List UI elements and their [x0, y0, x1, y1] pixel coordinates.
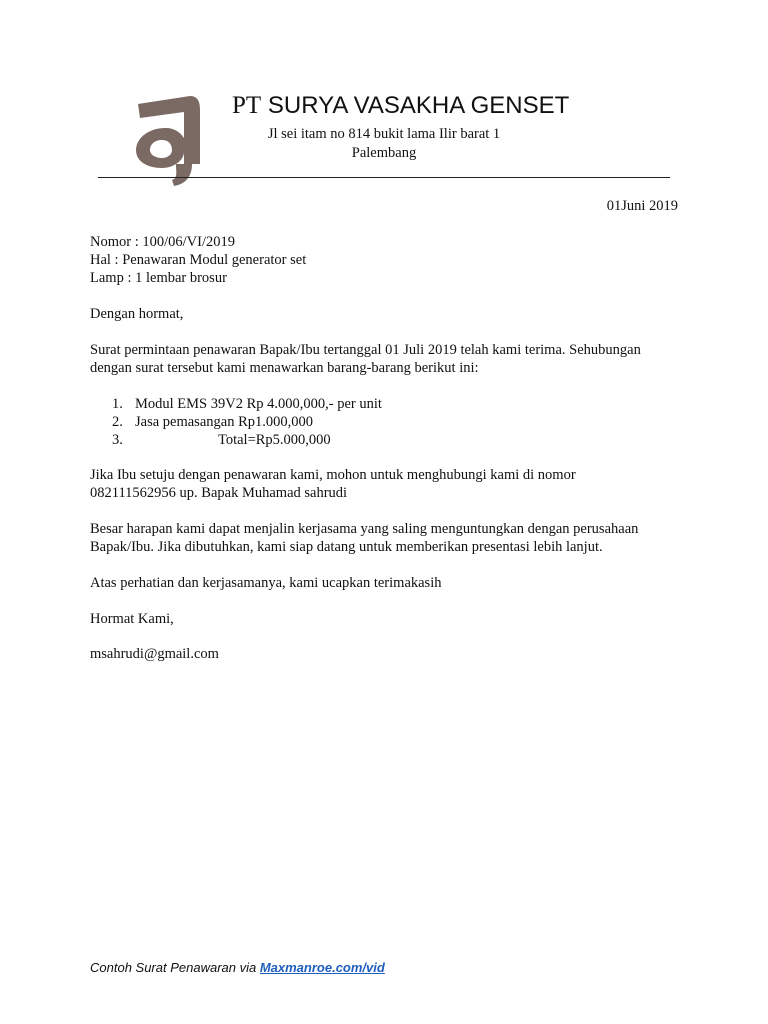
company-name: [232, 92, 569, 120]
sender-email: msahrudi@gmail.com: [90, 646, 219, 662]
hope-line-1: Besar harapan kami dapat menjalin kerjasama yang saling menguntungkan dengan perusahaan: [90, 521, 639, 537]
contact-line-1: Jika Ibu setuju dengan penawaran kami, mohon untuk menghubungi kami di nomor: [90, 467, 576, 483]
list-item-text: Modul EMS 39V2 Rp 4.000,000,- per unit: [135, 396, 382, 412]
hope-line-2: Bapak/Ibu. Jika dibutuhkan, kami siap datang untuk memberikan presentasi lebih lanjut.: [90, 539, 603, 555]
contact-line-2: 082111562956 up. Bapak Muhamad sahrudi: [90, 485, 348, 501]
list-item-number: 1.: [112, 396, 123, 412]
salutation: Dengan hormat,: [90, 306, 184, 322]
letter-attachment: Lamp : 1 lembar brosur: [90, 270, 227, 286]
offer-items-list: [90, 396, 590, 456]
letter-date: 01Juni 2019: [606, 198, 678, 214]
intro-line-2: dengan surat tersebut kami menawarkan barang-barang berikut ini:: [90, 360, 479, 376]
footer-caption: [90, 960, 385, 975]
list-item-text: Jasa pemasangan Rp1.000,000: [135, 414, 313, 430]
letter-number: Nomor : 100/06/VI/2019: [90, 234, 235, 250]
list-item-number: 2.: [112, 414, 123, 430]
list-item-number: 3.: [112, 432, 123, 448]
footer-text: Contoh Surat Penawaran via: [90, 960, 260, 975]
closing: Hormat Kami,: [90, 611, 174, 627]
letter-subject: Hal : Penawaran Modul generator set: [90, 252, 307, 268]
address-line-1: Jl sei itam no 814 bukit lama Ilir barat 1: [267, 126, 501, 142]
company-title: SURYA VASAKHA GENSET: [261, 92, 570, 119]
list-item-text: Total=Rp5.000,000: [218, 432, 331, 448]
address-line-2: Palembang: [351, 145, 417, 161]
intro-line-1: Surat permintaan penawaran Bapak/Ibu tertanggal 01 Juli 2019 telah kami terima. Sehubungan: [90, 342, 641, 358]
letterhead-divider: [98, 177, 670, 178]
footer-link[interactable]: Maxmanroe.com/vid: [259, 960, 385, 975]
thanks-line: Atas perhatian dan kerjasamanya, kami ucapkan terimakasih: [90, 575, 442, 591]
company-prefix: PT: [232, 92, 262, 119]
